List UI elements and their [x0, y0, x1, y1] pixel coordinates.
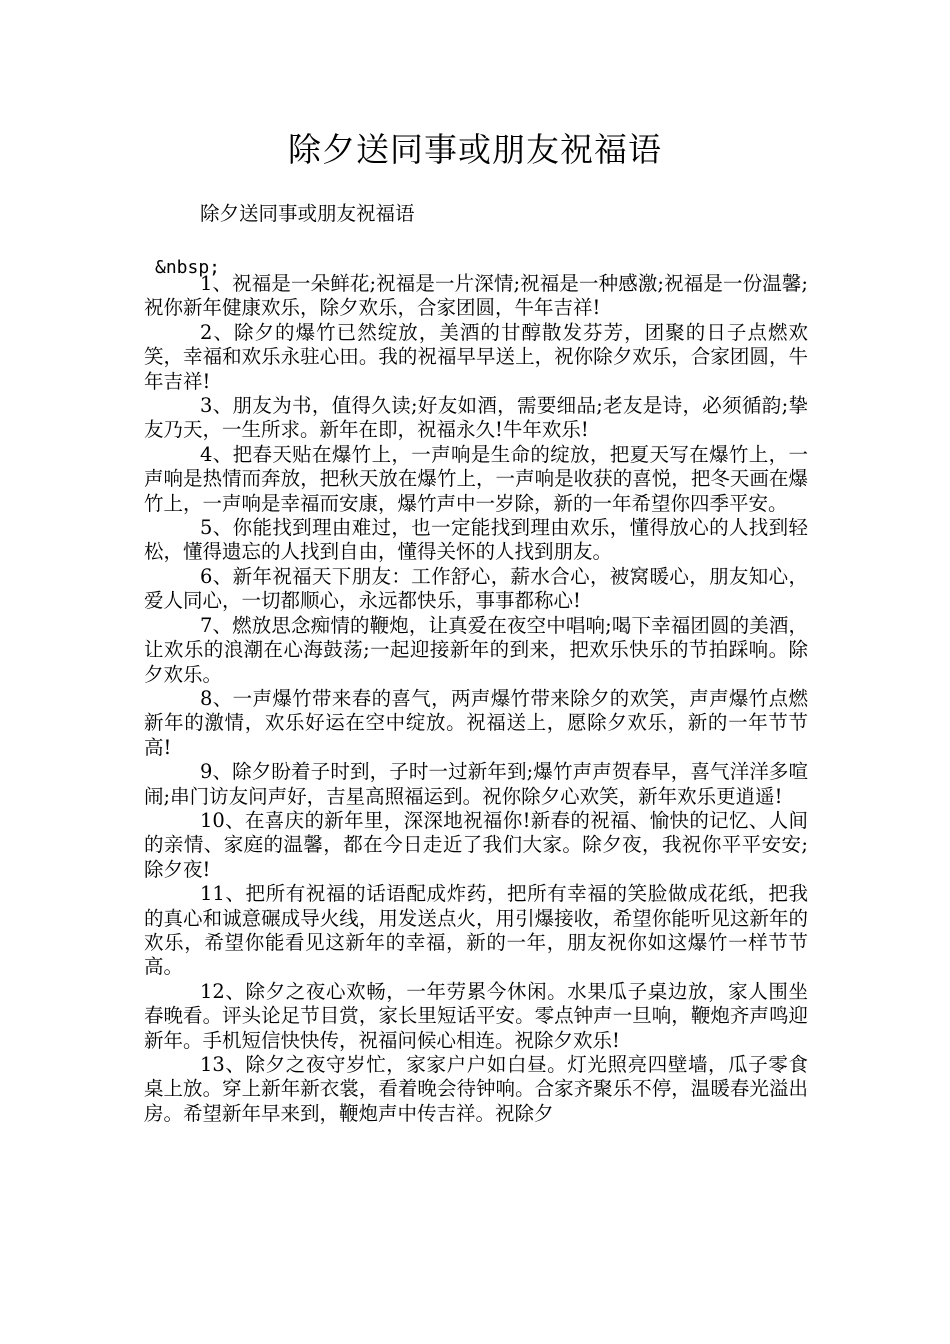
paragraph-1: 1、祝福是一朵鲜花;祝福是一片深情;祝福是一种感激;祝福是一份温馨;祝你新年健康欢乐，除夕欢乐，合家团圆，牛年吉祥! — [144, 272, 808, 320]
paragraph-6: 6、新年祝福天下朋友：工作舒心，薪水合心，被窝暖心，朋友知心，爱人同心，一切都顺心，永远都快乐，事事都称心! — [144, 564, 808, 613]
document-body — [144, 272, 808, 1126]
paragraph-3: 3、朋友为书，值得久读;好友如酒，需要细品;老友是诗，必须循韵;挚友乃天，一生所求。新年在即，祝福永久!牛年欢乐! — [144, 394, 808, 442]
paragraph-12: 12、除夕之夜心欢畅，一年劳累今休闲。水果瓜子桌边放，家人围坐春晚看。评头论足节目赏，家长里短话平安。零点钟声一旦响，鞭炮齐声鸣迎新年。手机短信快快传，祝福问候心相连。祝除夕欢乐! — [144, 979, 808, 1052]
nbsp-artifact-line: &nbsp; — [155, 257, 221, 278]
paragraph-9: 9、除夕盼着子时到，子时一过新年到;爆竹声声贺春早，喜气洋洋多喧闹;串门访友问声好，吉星高照福运到。祝你除夕心欢笑，新年欢乐更逍遥! — [144, 760, 808, 808]
paragraph-5: 5、你能找到理由难过，也一定能找到理由欢乐，懂得放心的人找到轻松，懂得遗忘的人找到自由，懂得关怀的人找到朋友。 — [144, 516, 808, 564]
paragraph-4: 4、把春天贴在爆竹上，一声响是生命的绽放，把夏天写在爆竹上，一声响是热情而奔放，把秋天放在爆竹上，一声响是收获的喜悦，把冬天画在爆竹上，一声响是幸福而安康，爆竹声中一岁除，新的一年希望你四季平安。 — [144, 442, 808, 515]
paragraph-13: 13、除夕之夜守岁忙，家家户户如白昼。灯光照亮四壁墙，瓜子零食桌上放。穿上新年新衣裳，看着晚会待钟响。合家齐聚乐不停，温暖春光溢出房。希望新年早来到，鞭炮声中传吉祥。祝除夕 — [144, 1053, 808, 1125]
document-title: 除夕送同事或朋友祝福语 — [288, 130, 662, 169]
paragraph-7: 7、燃放思念痴情的鞭炮，让真爱在夜空中唱响;喝下幸福团圆的美酒，让欢乐的浪潮在心海鼓荡;一起迎接新年的到来，把欢乐快乐的节拍踩响。除夕欢乐。 — [144, 613, 808, 686]
document-subtitle: 除夕送同事或朋友祝福语 — [200, 202, 415, 225]
paragraph-11: 11、把所有祝福的话语配成炸药，把所有幸福的笑脸做成花纸，把我的真心和诚意碾成导火线，用发送点火，用引爆接收，希望你能听见这新年的欢乐，希望你能看见这新年的幸福，新的一年，朋友祝你如这爆竹一样节节高。 — [144, 882, 808, 979]
paragraph-8: 8、一声爆竹带来春的喜气，两声爆竹带来除夕的欢笑，声声爆竹点燃新年的激情，欢乐好运在空中绽放。祝福送上，愿除夕欢乐，新的一年节节高! — [144, 686, 808, 759]
paragraph-10: 10、在喜庆的新年里，深深地祝福你!新春的祝福、愉快的记忆、人间的亲情、家庭的温馨，都在今日走近了我们大家。除夕夜，我祝你平平安安;除夕夜! — [144, 808, 808, 881]
paragraph-2: 2、除夕的爆竹已然绽放，美酒的甘醇散发芬芳，团聚的日子点燃欢笑，幸福和欢乐永驻心田。我的祝福早早送上，祝你除夕欢乐，合家团圆，牛年吉祥! — [144, 320, 808, 393]
